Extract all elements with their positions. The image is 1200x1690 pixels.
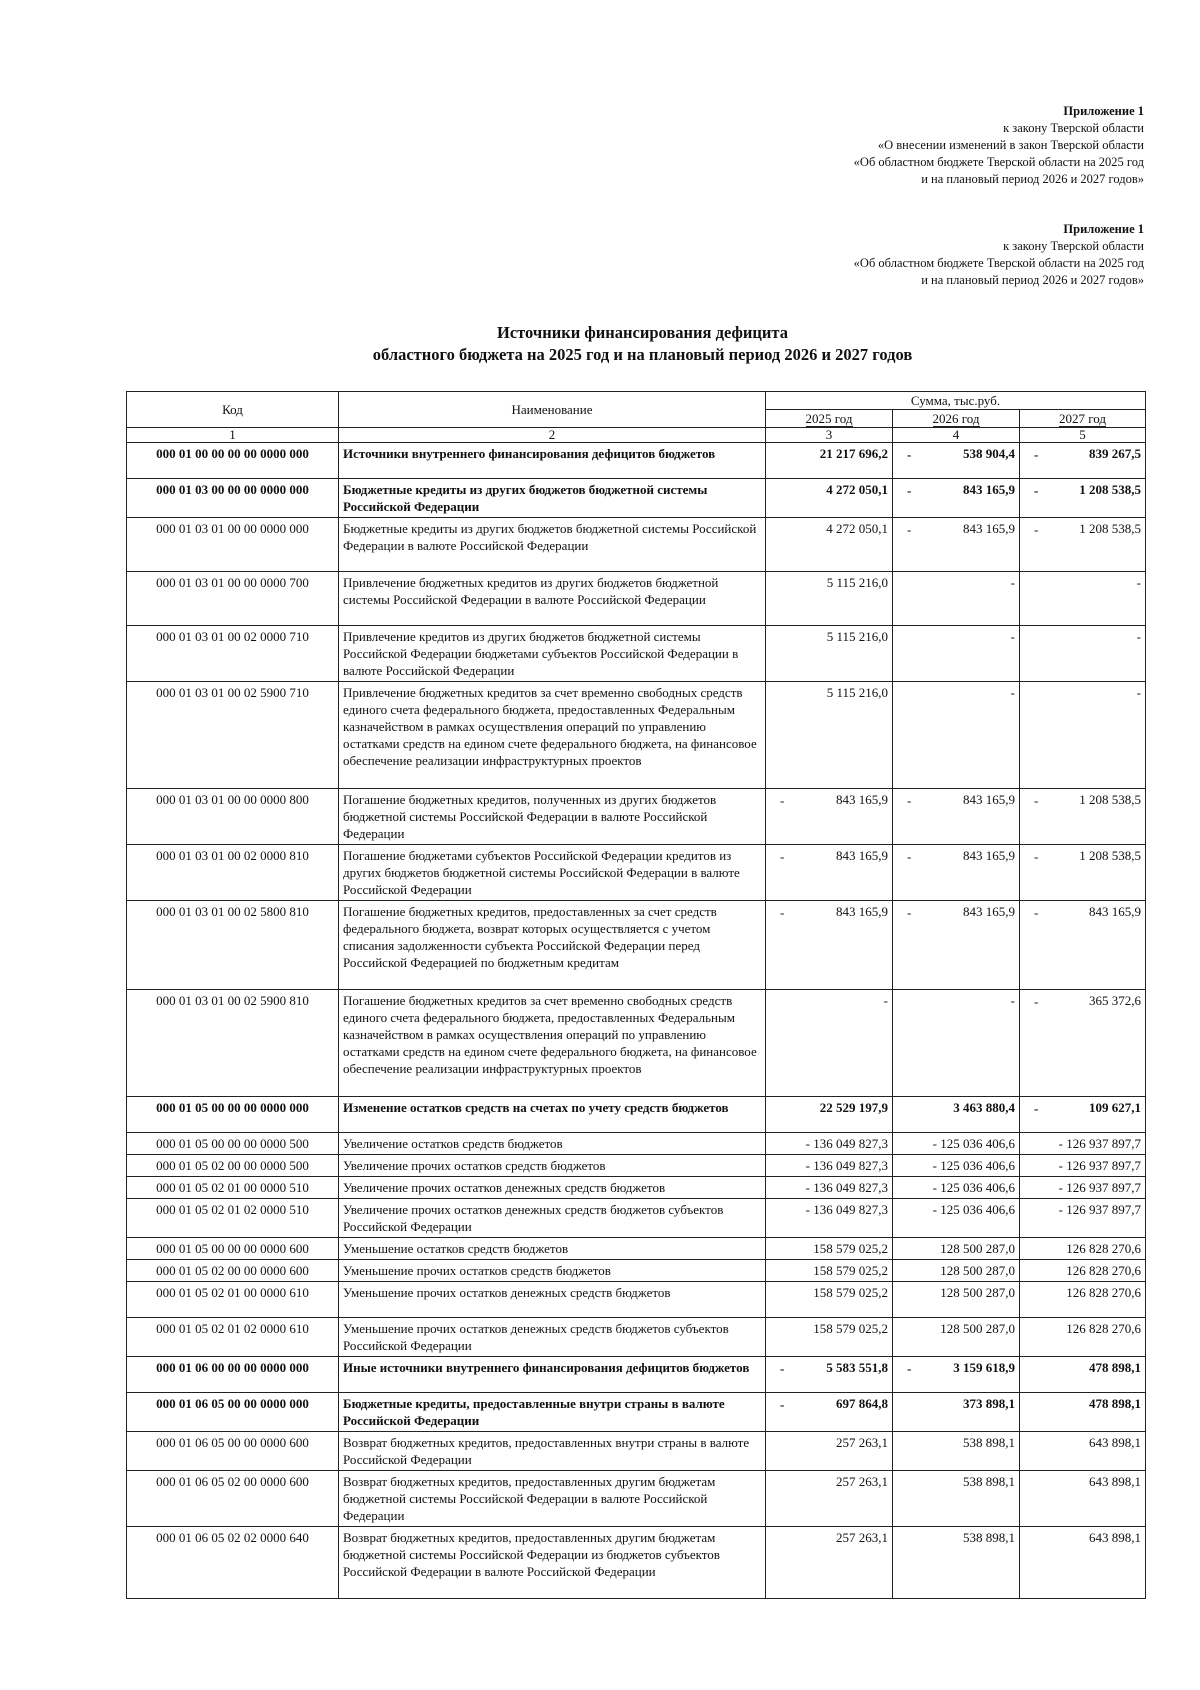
negative-sign: -: [1034, 849, 1039, 864]
row-value-2026: [893, 845, 1020, 901]
row-code: 000 01 03 01 00 02 5800 810: [127, 901, 339, 990]
row-code: 000 01 06 05 00 00 0000 600: [127, 1432, 339, 1471]
row-code: 000 01 03 01 00 00 0000 700: [127, 572, 339, 626]
negative-sign: -: [780, 1361, 785, 1376]
row-value-2025: [766, 990, 893, 1097]
row-value-2027: [1020, 1260, 1146, 1282]
negative-sign: -: [907, 849, 912, 864]
row-value-2027: [1020, 990, 1146, 1097]
row-value-2027: [1020, 1199, 1146, 1238]
row-name: Погашение бюджетных кредитов, полученных из других бюджетов бюджетной системы Российской Федерации в валюте Российской Федерации: [339, 789, 766, 845]
row-value-2026: [893, 626, 1020, 682]
row-value-2026: [893, 682, 1020, 789]
row-name: Привлечение бюджетных кредитов из других бюджетов бюджетной системы Российской Федерации в валюте Российской Федерации: [339, 572, 766, 626]
row-code: 000 01 00 00 00 00 0000 000: [127, 443, 339, 479]
row-value-2025: [766, 1097, 893, 1133]
amount-value: 21 217 696,2: [819, 446, 888, 461]
amount-value: 126 828 270,6: [1066, 1321, 1142, 1336]
amount-value: 365 372,6: [1089, 993, 1142, 1008]
row-code: 000 01 03 01 00 02 0000 710: [127, 626, 339, 682]
amount-value: - 125 036 406,6: [932, 1136, 1015, 1151]
negative-sign: -: [780, 793, 785, 808]
row-value-2026: [893, 572, 1020, 626]
row-value-2025: [766, 1527, 893, 1599]
column-header-year: 2027 год: [1020, 410, 1146, 428]
amount-value: - 136 049 827,3: [805, 1158, 888, 1173]
column-index: 5: [1020, 428, 1146, 443]
amount-value: 1 208 538,5: [1079, 482, 1142, 497]
negative-sign: -: [907, 522, 912, 537]
table-row: [127, 901, 1146, 990]
amount-value: 5 115 216,0: [826, 629, 888, 644]
row-code: 000 01 03 01 00 00 0000 800: [127, 789, 339, 845]
row-code: 000 01 05 00 00 00 0000 500: [127, 1133, 339, 1155]
row-code: 000 01 06 05 00 00 0000 000: [127, 1393, 339, 1432]
amount-value: - 125 036 406,6: [932, 1158, 1015, 1173]
row-value-2026: [893, 1097, 1020, 1133]
row-code: 000 01 03 01 00 02 5900 810: [127, 990, 339, 1097]
amount-value: -: [1136, 629, 1142, 644]
row-code: 000 01 05 02 01 00 0000 610: [127, 1282, 339, 1318]
column-index: 2: [339, 428, 766, 443]
amount-value: 843 165,9: [836, 792, 888, 807]
amount-value: 643 898,1: [1089, 1530, 1142, 1545]
row-value-2026: [893, 1133, 1020, 1155]
row-code: 000 01 05 00 00 00 0000 600: [127, 1238, 339, 1260]
row-value-2026: [893, 990, 1020, 1097]
appendix-header-original: [854, 221, 1144, 289]
amount-value: 22 529 197,9: [819, 1100, 888, 1115]
amount-value: 843 165,9: [836, 848, 888, 863]
row-code: 000 01 06 05 02 02 0000 640: [127, 1527, 339, 1599]
row-value-2025: [766, 845, 893, 901]
table-row: [127, 518, 1146, 572]
row-value-2026: [893, 443, 1020, 479]
row-value-2026: [893, 1471, 1020, 1527]
table-row: [127, 1357, 1146, 1393]
row-code: 000 01 06 00 00 00 0000 000: [127, 1357, 339, 1393]
table-header-row: [127, 392, 1146, 410]
negative-sign: -: [780, 1397, 785, 1412]
row-code: 000 01 05 02 00 00 0000 500: [127, 1155, 339, 1177]
amount-value: 538 898,1: [963, 1474, 1015, 1489]
table-row: [127, 1260, 1146, 1282]
amount-value: 5 583 551,8: [826, 1360, 888, 1375]
column-index: 4: [893, 428, 1020, 443]
row-code: 000 01 05 00 00 00 0000 000: [127, 1097, 339, 1133]
amount-value: 843 165,9: [963, 482, 1015, 497]
row-value-2027: [1020, 1155, 1146, 1177]
row-name: Уменьшение остатков средств бюджетов: [339, 1238, 766, 1260]
amount-value: 4 272 050,1: [826, 482, 888, 497]
row-value-2026: [893, 1199, 1020, 1238]
table-row: [127, 1432, 1146, 1471]
table-row: [127, 990, 1146, 1097]
row-value-2027: [1020, 479, 1146, 518]
row-value-2027: [1020, 572, 1146, 626]
negative-sign: -: [1034, 905, 1039, 920]
row-code: 000 01 05 02 01 02 0000 610: [127, 1318, 339, 1357]
amount-value: 3 463 880,4: [953, 1100, 1015, 1115]
amount-value: 373 898,1: [963, 1396, 1015, 1411]
amount-value: - 126 937 897,7: [1058, 1180, 1142, 1195]
row-code: 000 01 05 02 01 00 0000 510: [127, 1177, 339, 1199]
row-value-2027: [1020, 1527, 1146, 1599]
amount-value: 1 208 538,5: [1079, 792, 1142, 807]
row-value-2027: [1020, 1471, 1146, 1527]
amount-value: 839 267,5: [1089, 446, 1142, 461]
amount-value: - 136 049 827,3: [805, 1136, 888, 1151]
row-value-2025: [766, 1155, 893, 1177]
amount-value: 3 159 618,9: [953, 1360, 1015, 1375]
amount-value: 5 115 216,0: [826, 685, 888, 700]
row-code: 000 01 06 05 02 00 0000 600: [127, 1471, 339, 1527]
row-value-2025: [766, 518, 893, 572]
table-row: [127, 479, 1146, 518]
row-name: Бюджетные кредиты из других бюджетов бюджетной системы Российской Федерации в валюте Российской Федерации: [339, 518, 766, 572]
row-code: 000 01 03 00 00 00 0000 000: [127, 479, 339, 518]
row-value-2025: [766, 443, 893, 479]
amount-value: 843 165,9: [836, 904, 888, 919]
negative-sign: -: [1034, 793, 1039, 808]
row-value-2027: [1020, 626, 1146, 682]
row-value-2026: [893, 1432, 1020, 1471]
row-code: 000 01 03 01 00 00 0000 000: [127, 518, 339, 572]
appendix-line: «Об областном бюджете Тверской области на 2025 год: [853, 256, 1144, 270]
row-name: Увеличение остатков средств бюджетов: [339, 1133, 766, 1155]
table-row: [127, 1155, 1146, 1177]
amount-value: 126 828 270,6: [1066, 1241, 1142, 1256]
row-value-2027: [1020, 1432, 1146, 1471]
row-value-2026: [893, 1527, 1020, 1599]
amount-value: 158 579 025,2: [813, 1241, 888, 1256]
row-value-2025: [766, 789, 893, 845]
table-row: [127, 1097, 1146, 1133]
row-name: Изменение остатков средств на счетах по учету средств бюджетов: [339, 1097, 766, 1133]
row-code: 000 01 05 02 00 00 0000 600: [127, 1260, 339, 1282]
row-value-2025: [766, 479, 893, 518]
amount-value: -: [1136, 685, 1142, 700]
column-header-year: 2026 год: [893, 410, 1020, 428]
amount-value: 128 500 287,0: [940, 1285, 1015, 1300]
negative-sign: -: [1034, 994, 1039, 1009]
amount-value: 158 579 025,2: [813, 1263, 888, 1278]
amount-value: - 126 937 897,7: [1058, 1202, 1142, 1217]
row-code: 000 01 03 01 00 02 0000 810: [127, 845, 339, 901]
row-value-2027: [1020, 789, 1146, 845]
row-value-2027: [1020, 1318, 1146, 1357]
table-row: [127, 1177, 1146, 1199]
amount-value: 257 263,1: [836, 1474, 888, 1489]
appendix-line: «Об областном бюджете Тверской области на 2025 год: [853, 155, 1144, 169]
row-value-2027: [1020, 845, 1146, 901]
amount-value: -: [1010, 629, 1015, 644]
table-row: [127, 1238, 1146, 1260]
row-value-2026: [893, 1155, 1020, 1177]
row-name: Уменьшение прочих остатков денежных средств бюджетов субъектов Российской Федерации: [339, 1318, 766, 1357]
appendix-line: к закону Тверской области: [1003, 121, 1144, 135]
table-row: [127, 626, 1146, 682]
document-title-line-2: областного бюджета на 2025 год и на плановый период 2026 и 2027 годов: [372, 345, 913, 364]
row-code: 000 01 05 02 01 02 0000 510: [127, 1199, 339, 1238]
row-value-2025: [766, 1238, 893, 1260]
amount-value: 5 115 216,0: [826, 575, 888, 590]
row-name: Бюджетные кредиты из других бюджетов бюджетной системы Российской Федерации: [339, 479, 766, 518]
amount-value: 4 272 050,1: [826, 521, 888, 536]
table-row: [127, 1318, 1146, 1357]
negative-sign: -: [1034, 522, 1039, 537]
row-name: Погашение бюджетных кредитов, предоставленных за счет средств федерального бюджета, возврат которых осуществляется с учетом списания задолженности субъекта Российской Федерации перед Российской Федерацией по бюджетным кредитам: [339, 901, 766, 990]
row-code: 000 01 03 01 00 02 5900 710: [127, 682, 339, 789]
row-name: Привлечение кредитов из других бюджетов бюджетной системы Российской Федерации бюджетами субъектов Российской Федерации в валюте Российской Федерации: [339, 626, 766, 682]
row-name: Возврат бюджетных кредитов, предоставленных другим бюджетам бюджетной системы Российской Федерации из бюджетов субъектов Российской Федерации в валюте Российской Федерации: [339, 1527, 766, 1599]
negative-sign: -: [907, 483, 912, 498]
appendix-header-amendment: [854, 103, 1144, 188]
row-value-2025: [766, 901, 893, 990]
column-header-year: 2025 год: [766, 410, 893, 428]
appendix-title: Приложение 1: [1063, 222, 1144, 236]
amount-value: 538 898,1: [963, 1530, 1015, 1545]
row-value-2025: [766, 1177, 893, 1199]
table-row: [127, 1393, 1146, 1432]
row-name: Источники внутреннего финансирования дефицитов бюджетов: [339, 443, 766, 479]
row-value-2025: [766, 1471, 893, 1527]
table-row: [127, 1199, 1146, 1238]
amount-value: 843 165,9: [1089, 904, 1142, 919]
row-value-2026: [893, 1260, 1020, 1282]
row-value-2027: [1020, 443, 1146, 479]
amount-value: 643 898,1: [1089, 1474, 1142, 1489]
row-value-2027: [1020, 901, 1146, 990]
negative-sign: -: [780, 905, 785, 920]
amount-value: 1 208 538,5: [1079, 521, 1142, 536]
row-value-2027: [1020, 1133, 1146, 1155]
row-value-2027: [1020, 1357, 1146, 1393]
amount-value: 109 627,1: [1089, 1100, 1142, 1115]
amount-value: 126 828 270,6: [1066, 1285, 1142, 1300]
row-name: Увеличение прочих остатков денежных средств бюджетов субъектов Российской Федерации: [339, 1199, 766, 1238]
amount-value: 643 898,1: [1089, 1435, 1142, 1450]
row-name: Возврат бюджетных кредитов, предоставленных другим бюджетам бюджетной системы Российской Федерации в валюте Российской Федерации: [339, 1471, 766, 1527]
table-row: [127, 789, 1146, 845]
amount-value: - 136 049 827,3: [805, 1202, 888, 1217]
amount-value: 843 165,9: [963, 521, 1015, 536]
table-body: [127, 443, 1146, 1599]
row-value-2027: [1020, 1177, 1146, 1199]
negative-sign: -: [1034, 1101, 1039, 1116]
row-name: Погашение бюджетами субъектов Российской Федерации кредитов из других бюджетов бюджетной системы Российской Федерации в валюте Российской Федерации: [339, 845, 766, 901]
row-value-2027: [1020, 518, 1146, 572]
amount-value: 843 165,9: [963, 792, 1015, 807]
table-row: [127, 1282, 1146, 1318]
table-row: [127, 682, 1146, 789]
appendix-line: и на плановый период 2026 и 2027 годов»: [921, 273, 1144, 287]
amount-value: 697 864,8: [836, 1396, 888, 1411]
amount-value: 128 500 287,0: [940, 1263, 1015, 1278]
row-name: Уменьшение прочих остатков средств бюджетов: [339, 1260, 766, 1282]
table-row: [127, 845, 1146, 901]
row-value-2025: [766, 572, 893, 626]
negative-sign: -: [907, 905, 912, 920]
table-row: [127, 572, 1146, 626]
negative-sign: -: [1034, 447, 1039, 462]
row-value-2027: [1020, 682, 1146, 789]
appendix-line: и на плановый период 2026 и 2027 годов»: [921, 172, 1144, 186]
negative-sign: -: [780, 849, 785, 864]
table-row: [127, 1471, 1146, 1527]
amount-value: 478 898,1: [1089, 1396, 1142, 1411]
row-value-2027: [1020, 1393, 1146, 1432]
amount-value: - 125 036 406,6: [932, 1202, 1015, 1217]
row-name: Увеличение прочих остатков денежных средств бюджетов: [339, 1177, 766, 1199]
row-value-2026: [893, 1393, 1020, 1432]
row-value-2025: [766, 1393, 893, 1432]
amount-value: - 125 036 406,6: [932, 1180, 1015, 1195]
row-value-2026: [893, 518, 1020, 572]
row-value-2025: [766, 1357, 893, 1393]
column-index: 1: [127, 428, 339, 443]
row-value-2027: [1020, 1238, 1146, 1260]
row-value-2025: [766, 1199, 893, 1238]
row-value-2026: [893, 789, 1020, 845]
row-value-2025: [766, 626, 893, 682]
amount-value: -: [1136, 575, 1142, 590]
amount-value: 257 263,1: [836, 1435, 888, 1450]
amount-value: 158 579 025,2: [813, 1321, 888, 1336]
row-name: Увеличение прочих остатков средств бюджетов: [339, 1155, 766, 1177]
amount-value: 478 898,1: [1089, 1360, 1142, 1375]
amount-value: - 126 937 897,7: [1058, 1158, 1142, 1173]
column-index: 3: [766, 428, 893, 443]
amount-value: 126 828 270,6: [1066, 1263, 1142, 1278]
amount-value: 128 500 287,0: [940, 1321, 1015, 1336]
row-name: Уменьшение прочих остатков денежных средств бюджетов: [339, 1282, 766, 1318]
amount-value: 158 579 025,2: [813, 1285, 888, 1300]
row-value-2025: [766, 1260, 893, 1282]
row-value-2026: [893, 1282, 1020, 1318]
row-value-2025: [766, 1432, 893, 1471]
negative-sign: -: [907, 447, 912, 462]
appendix-line: «О внесении изменений в закон Тверской области: [877, 138, 1144, 152]
amount-value: 128 500 287,0: [940, 1241, 1015, 1256]
appendix-line: к закону Тверской области: [1003, 239, 1144, 253]
document-title-line-1: Источники финансирования дефицита: [497, 323, 788, 342]
amount-value: - 126 937 897,7: [1058, 1136, 1142, 1151]
amount-value: 843 165,9: [963, 848, 1015, 863]
appendix-title: Приложение 1: [1063, 104, 1144, 118]
document-title: [0, 322, 1200, 366]
row-value-2026: [893, 901, 1020, 990]
row-name: Погашение бюджетных кредитов за счет временно свободных средств единого счета федерального бюджета, предоставленных Федеральным казначейством в рамках осуществления операций по управлению остатками средств на едином счете федерального бюджета, на финансовое обеспечение реализации инфраструктурных проектов: [339, 990, 766, 1097]
table-row: [127, 1527, 1146, 1599]
amount-value: 538 904,4: [963, 446, 1015, 461]
row-value-2027: [1020, 1282, 1146, 1318]
row-value-2026: [893, 1357, 1020, 1393]
row-value-2025: [766, 1282, 893, 1318]
row-value-2026: [893, 1238, 1020, 1260]
row-value-2025: [766, 1318, 893, 1357]
amount-value: - 136 049 827,3: [805, 1180, 888, 1195]
table-row: [127, 443, 1146, 479]
negative-sign: -: [907, 793, 912, 808]
amount-value: 843 165,9: [963, 904, 1015, 919]
column-header-name: Наименование: [339, 392, 766, 428]
negative-sign: -: [1034, 483, 1039, 498]
row-name: Возврат бюджетных кредитов, предоставленных внутри страны в валюте Российской Федерации: [339, 1432, 766, 1471]
row-name: Привлечение бюджетных кредитов за счет временно свободных средств единого счета федерального бюджета, предоставленных Федеральным казначейством в рамках осуществления операций по управлению остатками средств на едином счете федерального бюджета, на финансовое обеспечение реализации инфраструктурных проектов: [339, 682, 766, 789]
amount-value: 1 208 538,5: [1079, 848, 1142, 863]
row-value-2027: [1020, 1097, 1146, 1133]
row-value-2026: [893, 479, 1020, 518]
row-name: Бюджетные кредиты, предоставленные внутри страны в валюте Российской Федерации: [339, 1393, 766, 1432]
column-index-row: [127, 428, 1146, 443]
amount-value: -: [1010, 685, 1015, 700]
financing-sources-table: [126, 391, 1146, 1599]
negative-sign: -: [907, 1361, 912, 1376]
row-value-2025: [766, 682, 893, 789]
amount-value: -: [1010, 993, 1015, 1008]
row-value-2026: [893, 1177, 1020, 1199]
row-value-2026: [893, 1318, 1020, 1357]
amount-value: 257 263,1: [836, 1530, 888, 1545]
amount-value: 538 898,1: [963, 1435, 1015, 1450]
column-header-code: Код: [127, 392, 339, 428]
amount-value: -: [1010, 575, 1015, 590]
row-value-2025: [766, 1133, 893, 1155]
row-name: Иные источники внутреннего финансирования дефицитов бюджетов: [339, 1357, 766, 1393]
column-header-sum: Сумма, тыс.руб.: [766, 392, 1146, 410]
table-row: [127, 1133, 1146, 1155]
amount-value: -: [883, 993, 888, 1008]
